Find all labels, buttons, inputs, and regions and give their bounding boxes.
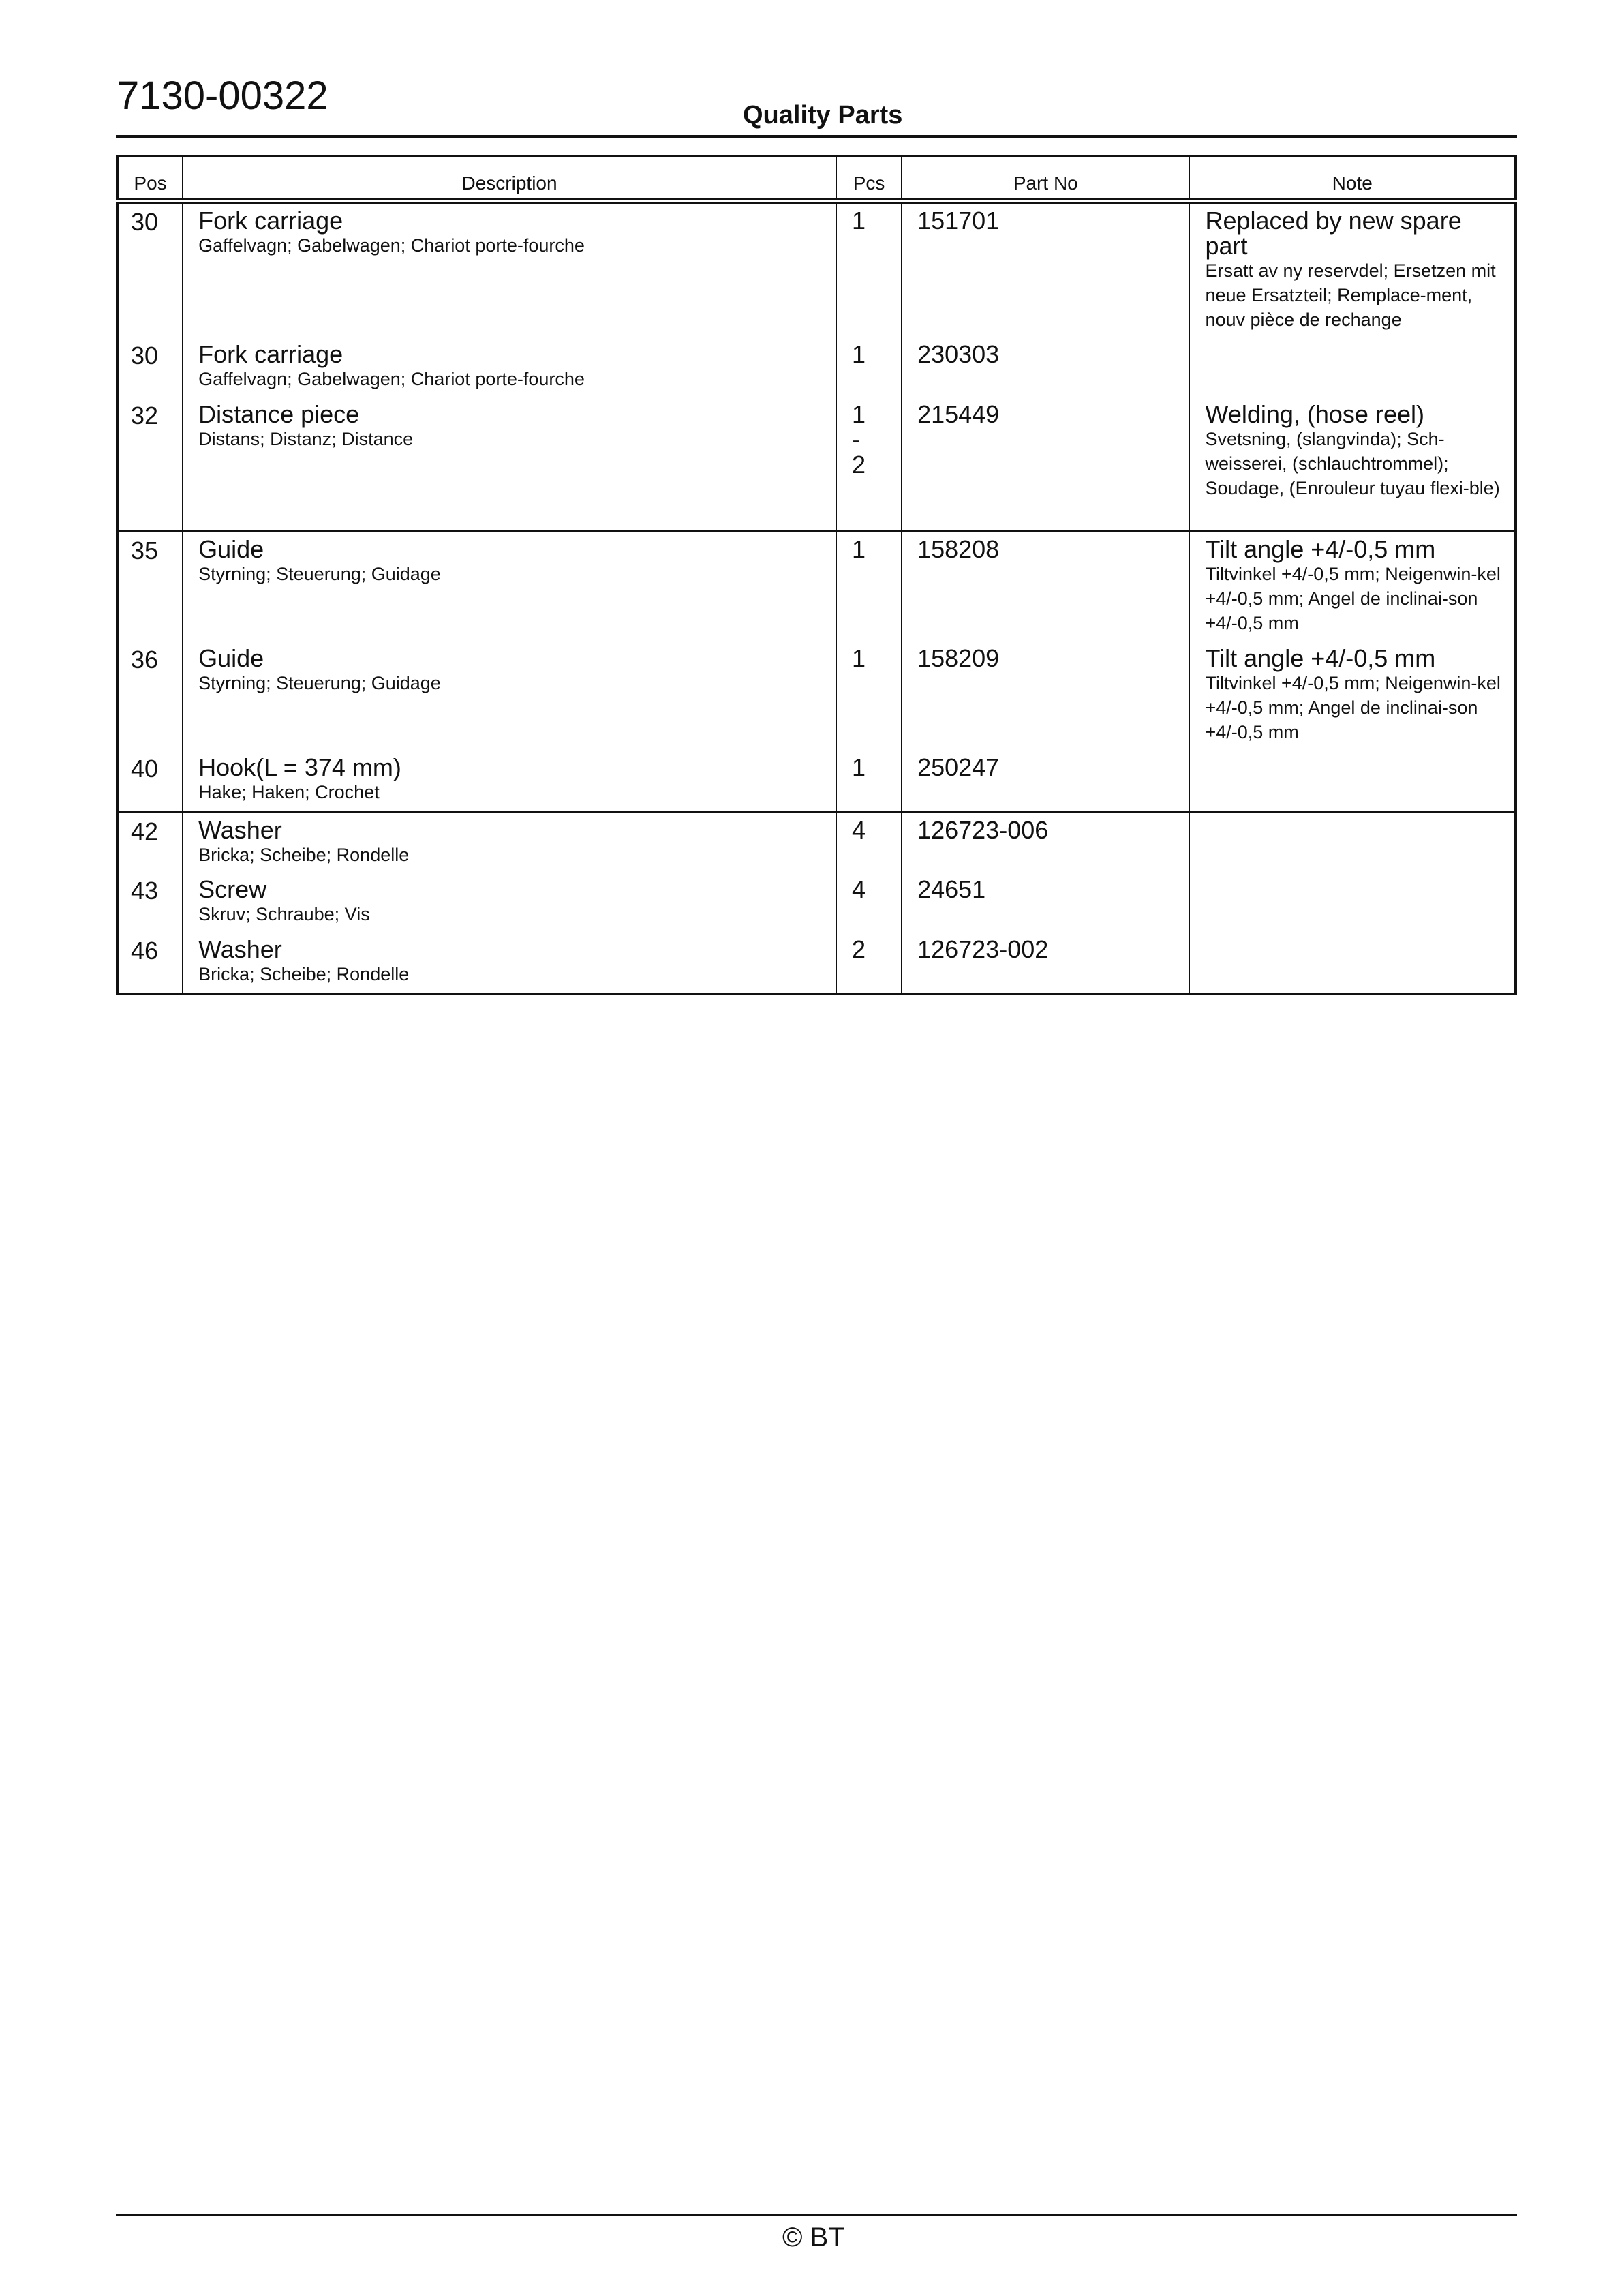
description-translations: Distans; Distanz; Distance	[198, 429, 414, 449]
description-translations: Bricka; Scheibe; Rondelle	[198, 844, 410, 865]
pos-cell: 42	[131, 817, 159, 845]
note-translations: Ersatt av ny reservdel; Ersetzen mit neue Ersatzteil; Remplace-ment, nouv pièce de rechange	[1205, 260, 1496, 330]
pos-cell: 30	[131, 208, 159, 236]
note-translations: Svetsning, (slangvinda); Sch-weisserei, (schlauchtrommel); Soudage, (Enrouleur tuyau flexi-ble)	[1205, 429, 1500, 498]
pos-cell: 35	[131, 536, 159, 564]
description-text: Guide	[198, 534, 264, 563]
description-translations: Styrning; Steuerung; Guidage	[198, 563, 441, 584]
description-translations: Skruv; Schraube; Vis	[198, 903, 370, 924]
part-number-cell: 230303	[917, 340, 1000, 368]
part-number-cell: 24651	[917, 875, 986, 903]
pos-cell: 40	[131, 755, 159, 783]
pcs-cell: 1	[852, 534, 866, 563]
description-text: Washer	[198, 935, 282, 963]
part-number-cell: 158208	[917, 534, 1000, 563]
description-text: Screw	[198, 875, 267, 903]
table-row	[117, 397, 1516, 531]
header-divider	[116, 135, 1517, 138]
part-number-cell: 215449	[917, 400, 1000, 428]
note-text: Tilt angle +4/-0,5 mm	[1205, 534, 1436, 563]
description-translations: Styrning; Steuerung; Guidage	[198, 673, 441, 693]
pcs-cell: 1	[852, 207, 866, 235]
column-header-note: Note	[1189, 156, 1516, 201]
part-number-cell: 158209	[917, 644, 1000, 672]
table-row	[117, 201, 1516, 337]
description-text: Washer	[198, 815, 282, 844]
description-text: Hook(L = 374 mm)	[198, 753, 401, 781]
part-number-cell: 151701	[917, 207, 1000, 235]
pcs-cell: 1	[852, 753, 866, 781]
part-number-cell: 126723-006	[917, 815, 1049, 844]
note-translations: Tiltvinkel +4/-0,5 mm; Neigenwin-kel +4/-0,5 mm; Angel de inclinai-son +4/-0,5 mm	[1205, 563, 1501, 633]
pcs-cell: 4	[852, 875, 866, 903]
footer-divider	[116, 2214, 1517, 2216]
description-translations: Gaffelvagn; Gabelwagen; Chariot porte-fourche	[198, 235, 585, 256]
column-header-pcs: Pcs	[836, 156, 902, 201]
note-text: Welding, (hose reel)	[1205, 400, 1424, 428]
description-text: Guide	[198, 644, 264, 672]
document-number: 7130-00322	[117, 74, 328, 118]
table-row	[117, 812, 1516, 873]
section-title: Quality Parts	[743, 101, 903, 130]
table-header-row	[117, 156, 1516, 201]
description-translations: Bricka; Scheibe; Rondelle	[198, 963, 410, 984]
pos-cell: 36	[131, 646, 159, 674]
column-header-pos: Pos	[117, 156, 183, 201]
pos-cell: 43	[131, 876, 159, 905]
pcs-cell: 4	[852, 815, 866, 844]
pos-cell: 46	[131, 936, 159, 965]
part-number-cell: 126723-002	[917, 935, 1049, 963]
description-translations: Gaffelvagn; Gabelwagen; Chariot porte-fourche	[198, 369, 585, 389]
pos-cell: 30	[131, 342, 159, 369]
table-row	[117, 873, 1516, 933]
description-translations: Hake; Haken; Crochet	[198, 782, 380, 802]
table-row	[117, 751, 1516, 812]
note-text: Tilt angle +4/-0,5 mm	[1205, 644, 1436, 672]
note-translations: Tiltvinkel +4/-0,5 mm; Neigenwin-kel +4/-0,5 mm; Angel de inclinai-son +4/-0,5 mm	[1205, 673, 1501, 742]
pos-cell: 32	[131, 402, 159, 429]
note-text: Replaced by new spare part	[1205, 207, 1462, 260]
table-row	[117, 531, 1516, 641]
table-row	[117, 337, 1516, 397]
description-text: Distance piece	[198, 400, 360, 428]
parts-table	[116, 155, 1517, 995]
pcs-cell: 2	[852, 935, 866, 963]
pcs-cell: 1	[852, 644, 866, 672]
part-number-cell: 250247	[917, 753, 1000, 781]
copyright-notice: © BT	[782, 2222, 845, 2252]
pcs-cell: 1-2	[852, 400, 866, 479]
description-text: Fork carriage	[198, 207, 343, 235]
description-text: Fork carriage	[198, 340, 343, 368]
table-row	[117, 641, 1516, 751]
column-header-description: Description	[183, 156, 836, 201]
column-header-part-no: Part No	[902, 156, 1189, 201]
pcs-cell: 1	[852, 340, 866, 368]
table-row	[117, 933, 1516, 994]
